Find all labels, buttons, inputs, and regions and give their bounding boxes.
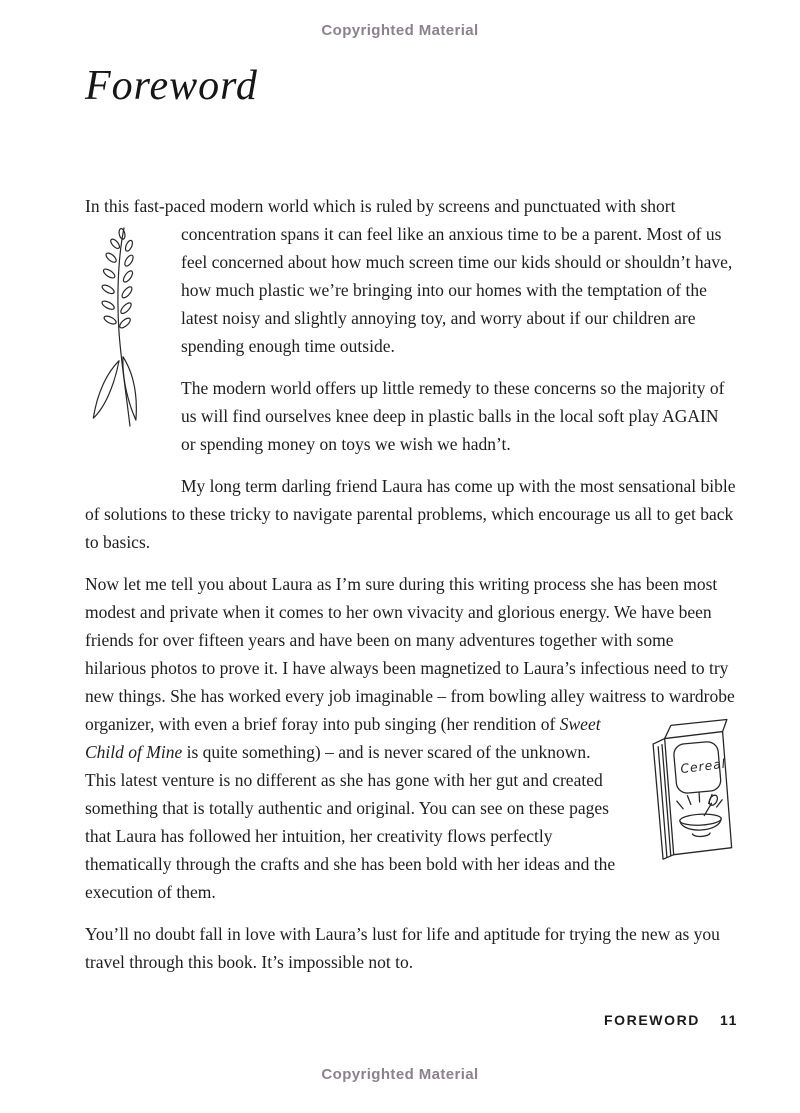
footer-section-label: FOREWORD — [603, 1012, 700, 1028]
page-footer — [604, 1012, 738, 1028]
page-title: Foreword — [85, 63, 258, 109]
paragraph-3: My long term darling friend Laura has come up with the most sensational bible of solutions to these tricky to navigate parental problems, which encourage us all to get back to basics. — [85, 476, 736, 552]
paragraph-4-text-b: brief foray into pub singing (her rendition of — [243, 714, 560, 734]
paragraph-1-text-a: In this fast-paced modern world which is ruled by screens and punctuated with short concentration spans it can feel like an anxious time to be a parent. — [85, 196, 676, 244]
paragraph-5: You’ll no doubt fall in love with Laura’s lust for life and aptitude for trying the new as you travel through this book. It’s impossible not to. — [85, 924, 720, 972]
copyright-notice-bottom: Copyrighted Material — [321, 1066, 479, 1083]
foreword-body — [85, 192, 736, 976]
paragraph-1 — [85, 192, 736, 360]
paragraph-4 — [85, 570, 736, 906]
lavender-sprig-illustration — [85, 222, 167, 488]
page-content — [0, 62, 800, 976]
cereal-box-label: Cereal — [679, 756, 727, 777]
footer-page-number: 11 — [720, 1012, 738, 1028]
paragraph-4-text-a: Now let me tell you about Laura as I’m sure during this writing process she has been most modest and private when it comes to her own vivacity and glorious energy. We have been friends for over fifteen years and have been on many adventures together with some hilarious photos to prove it. I have always been magnetized to Laura’s infectious need to try new things. She has worked every job imaginable – from bowling alley waitress to wardrobe organizer, with even a — [85, 574, 735, 734]
paragraph-1-text-b: Most of us feel concerned about how much screen time our kids should or shouldn’t have, how much plastic we’re bringing into our homes with the temptation of the latest noisy and slightly annoying toy, and worry about if our children are spending enough time outside. — [181, 224, 733, 356]
copyright-notice-top: Copyrighted Material — [321, 22, 479, 39]
song-title-italic: Sweet Child of Mine — [85, 714, 601, 762]
paragraph-4-text-c: is quite something) – and is never scared of the unknown. This latest venture is no different as she has gone with her gut and created something that is totally authentic and original. You can see on these pages that Laura has followed her intuition, her creativity flows perfectly thematically through the crafts and she has been bold with her ideas and the execution of them. — [85, 742, 616, 902]
paragraph-2: The modern world offers up little remedy to these concerns so the majority of us will find ourselves knee deep in plastic balls in the local soft play AGAIN or spending money on toys we wish we hadn’t. — [181, 378, 725, 454]
cereal-box-illustration — [630, 712, 736, 864]
